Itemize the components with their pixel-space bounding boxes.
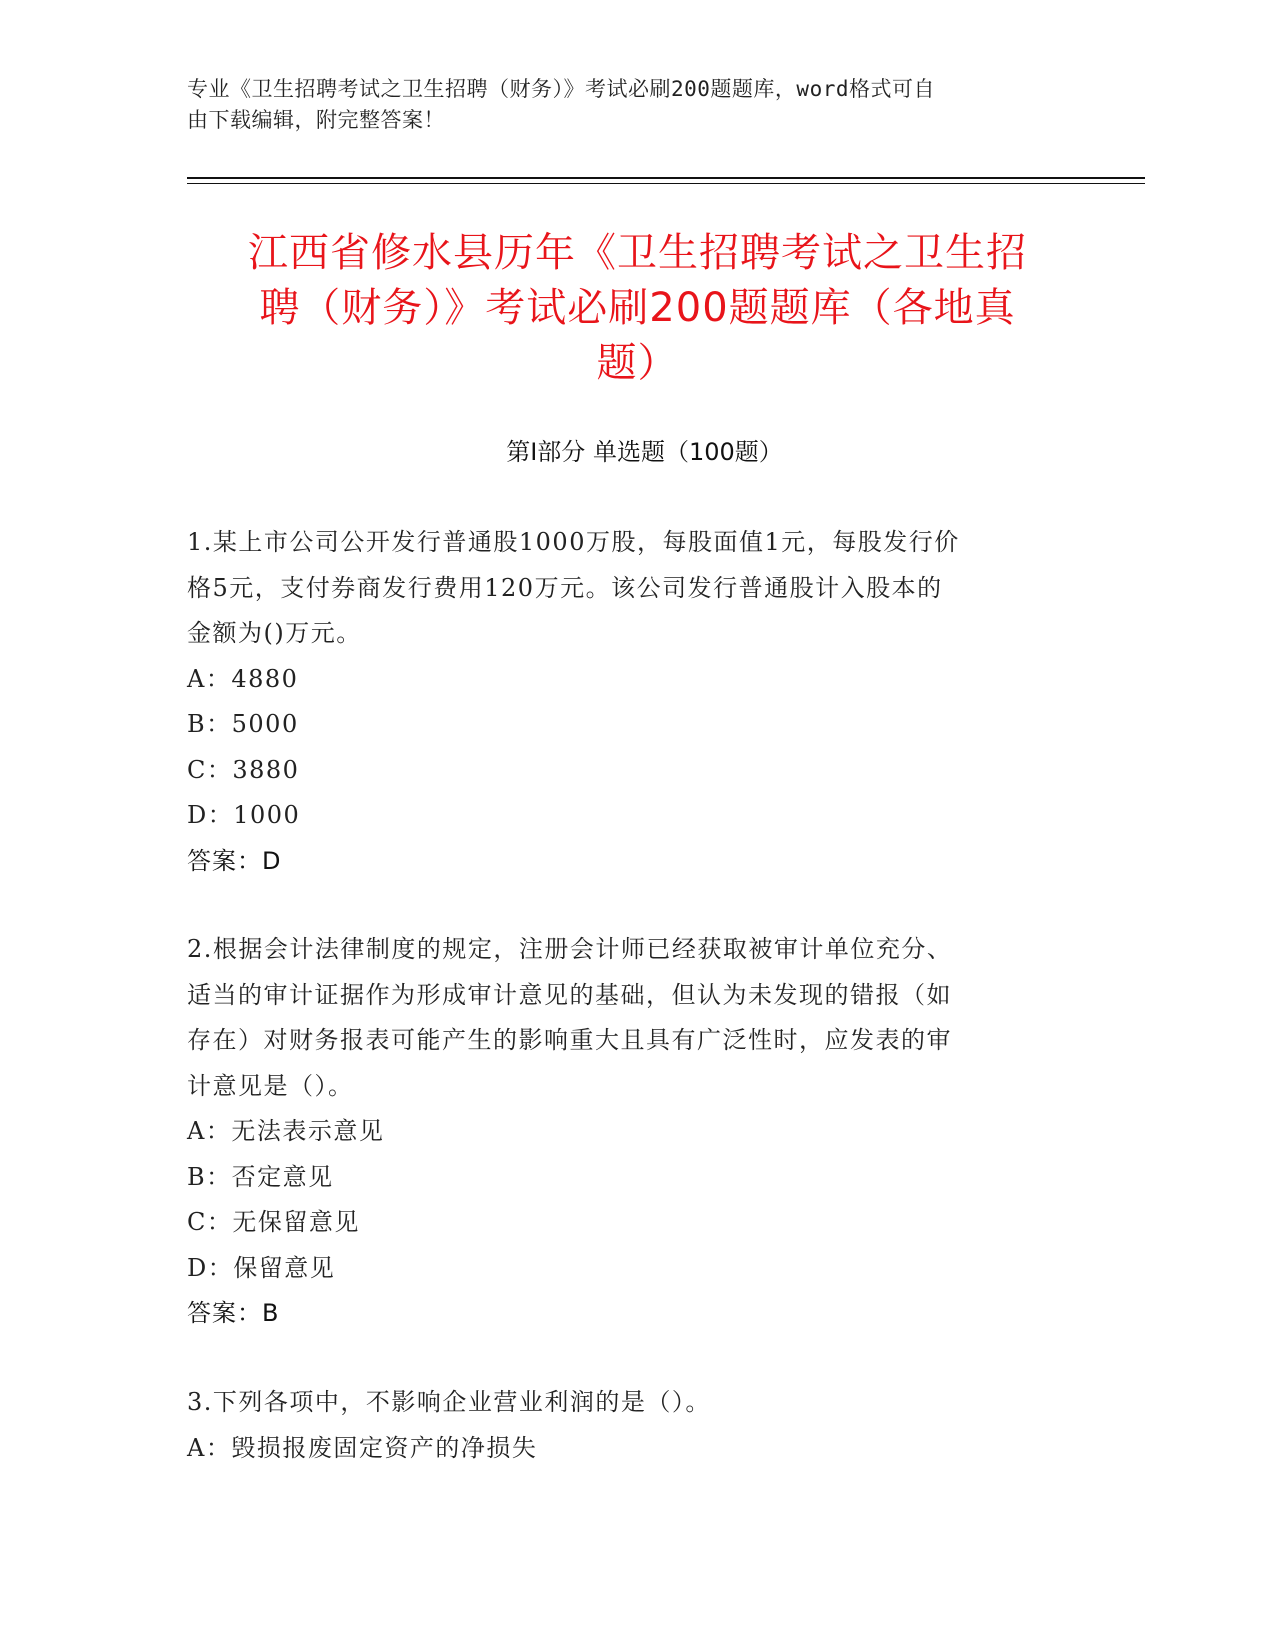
question-1 — [187, 520, 1067, 884]
answer: 答案：D — [187, 846, 282, 875]
header-divider-thick — [187, 177, 1145, 179]
document-title-line: 聘（财务）》考试必刷200题题库（各地真 — [259, 285, 1016, 331]
option-d: D：1000 — [187, 801, 301, 829]
document-title — [180, 226, 1095, 391]
answer: 答案：B — [187, 1299, 280, 1327]
option-a: A：4880 — [187, 664, 299, 693]
document-title-line: 题） — [596, 340, 679, 386]
question-text-line: 计意见是（）。 — [187, 1071, 354, 1100]
question-text-line: 格5元，支付券商发行费用120万元。该公司发行普通股计入股本的 — [187, 573, 943, 602]
section-title: 第Ⅰ部分 单选题（100题） — [506, 438, 783, 466]
header-note — [187, 74, 1067, 136]
option-d: D：保留意见 — [187, 1253, 336, 1282]
option-a: A：无法表示意见 — [187, 1117, 385, 1145]
question-text-line: 2.根据会计法律制度的规定，注册会计师已经获取被审计单位充分、 — [187, 935, 953, 963]
question-3 — [187, 1380, 1067, 1471]
question-text-line: 1.某上市公司公开发行普通股1000万股，每股面值1元，每股发行价 — [187, 528, 960, 556]
document-title-line: 江西省修水县历年《卫生招聘考试之卫生招 — [248, 230, 1027, 276]
header-note-line: 由下载编辑，附完整答案！ — [187, 108, 445, 132]
option-c: C：3880 — [187, 755, 300, 784]
option-b: B：5000 — [187, 710, 299, 738]
header-note-line: 专业《卫生招聘考试之卫生招聘（财务）》考试必刷200题题库，word格式可自 — [187, 77, 935, 101]
question-text-line: 3.下列各项中，不影响企业营业利润的是（）。 — [187, 1388, 711, 1416]
question-text-line: 存在）对财务报表可能产生的影响重大且具有广泛性时，应发表的审 — [187, 1026, 952, 1054]
header-divider-thin — [187, 183, 1145, 184]
option-c: C：无保留意见 — [187, 1208, 360, 1236]
question-text-line: 适当的审计证据作为形成审计意见的基础，但认为未发现的错报（如 — [187, 980, 952, 1009]
question-2 — [187, 927, 1067, 1337]
option-b: B：否定意见 — [187, 1162, 334, 1191]
question-text-line: 金额为()万元。 — [187, 619, 362, 647]
option-a: A：毁损报废固定资产的净损失 — [187, 1433, 538, 1462]
